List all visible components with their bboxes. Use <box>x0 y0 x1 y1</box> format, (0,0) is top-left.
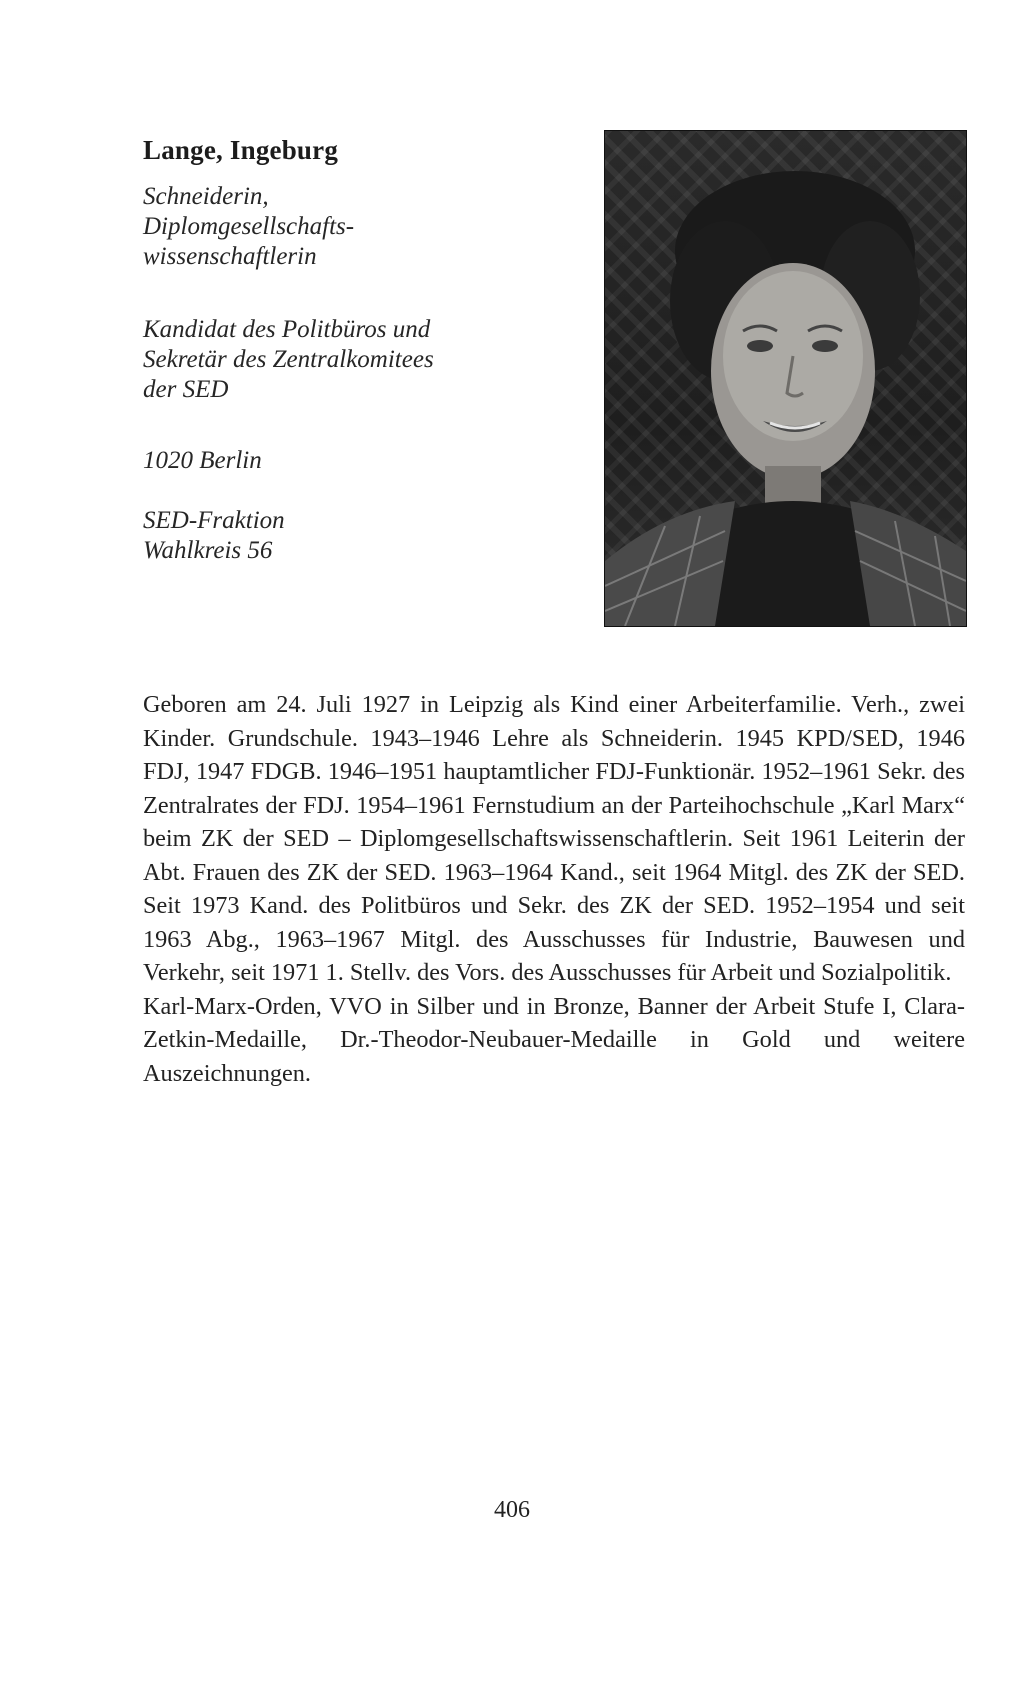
constituency-line: Wahlkreis 56 <box>143 537 273 564</box>
function-line: der SED <box>143 376 229 403</box>
portrait-photo <box>604 130 967 627</box>
function-line: Sekretär des Zentralkomitees <box>143 346 434 373</box>
location-line: 1020 Berlin <box>143 447 262 474</box>
profession-block <box>143 182 354 272</box>
profession-line: Schneiderin, <box>143 183 269 210</box>
page-number: 406 <box>494 1497 530 1523</box>
profession-line: wissenschaftlerin <box>143 243 317 270</box>
function-line: Kandidat des Politbüros und <box>143 316 431 343</box>
biography-paragraph: Geboren am 24. Juli 1927 in Leipzig als Kind einer Arbeiterfamilie. Verh., zwei Kinder. Grundschule. 1943–1946 Lehre als Schneiderin. 1945 KPD/SED, 1946 FDJ, 1947 FDGB. 1946–1951 hauptamtlicher FDJ-Funktionär. 1952–1961 Sekr. des Zentralrates der FDJ. 1954–1961 Fernstudium an der Parteihochschule „Karl Marx“ beim ZK der SED – Diplomgesellschaftswissenschaftlerin. Seit 1961 Leiterin der Abt. Frauen des ZK der SED. 1963–1964 Kand., seit 1964 Mitgl. des ZK der SED. Seit 1973 Kand. des Politbüros und Sekr. des ZK der SED. 1952–1954 und seit 1963 Abg., 1963–1967 Mitgl. des Ausschusses für Industrie, Bauwesen und Verkehr, seit 1971 1. Stellv. des Vors. des Ausschusses für Arbeit und Sozialpolitik. <box>143 691 965 986</box>
portrait-photo-icon <box>605 131 966 626</box>
function-block <box>143 315 434 405</box>
awards-paragraph: Karl-Marx-Orden, VVO in Silber und in Bronze, Banner der Arbeit Stufe I, Clara-Zetkin-Medaille, Dr.-Theodor-Neubauer-Medaille in Gold und weitere Auszeichnungen. <box>143 992 965 1087</box>
person-name: Lange, Ingeburg <box>143 135 339 165</box>
faction-block <box>143 506 285 566</box>
faction-line: SED-Fraktion <box>143 507 285 534</box>
biography-text <box>143 688 965 1090</box>
location-block <box>143 446 262 476</box>
profession-line: Diplomgesellschafts- <box>143 213 355 240</box>
